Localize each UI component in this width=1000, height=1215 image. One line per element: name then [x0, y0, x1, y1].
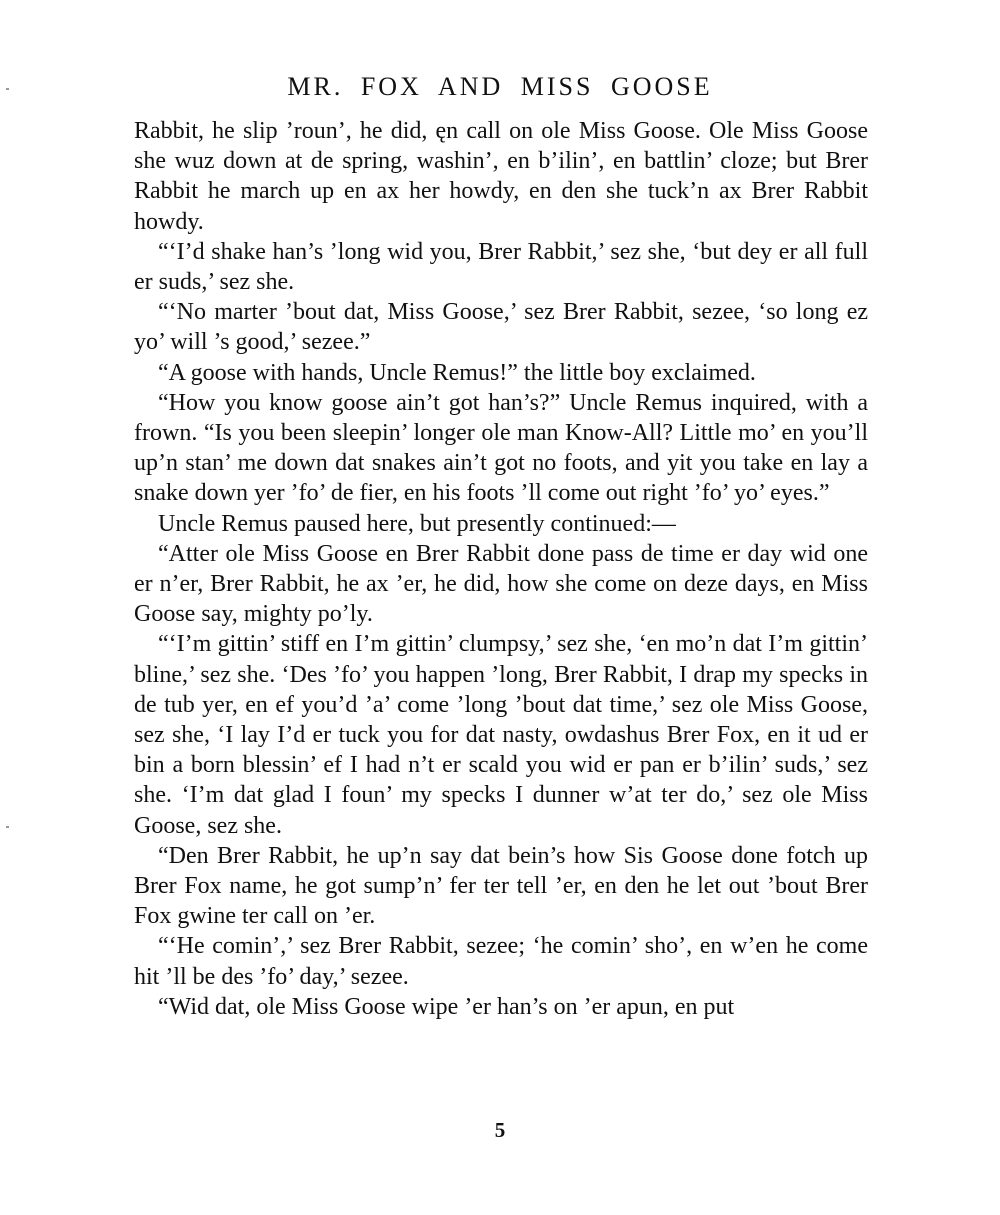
paragraph: “‘He comin’,’ sez Brer Rabbit, sezee; ‘he comin’ sho’, en w’en he come hit ’ll be des ’fo’ day,’ sezee. [134, 933, 868, 990]
paragraph: Uncle Remus paused here, but presently continued:— [158, 510, 676, 537]
paragraph: “‘I’m gittin’ stiff en I’m gittin’ clumpsy,’ sez she, ‘en mo’n dat I’m gittin’ bline,’ sez she. ‘Des ’fo’ you happen ’long, Brer Rabbit, I drap my specks in de tub yer, en ef you’d ’a’ come ’long ’bout dat time,’ sez ole Miss Goose, sez she, ‘I lay I’d er tuck you for dat nasty, owdashus Brer Fox, en it ud er bin a born blessin’ ef I had n’t er scald you wid er pan er b’ilin’ suds,’ sez she. ‘I’m dat glad I foun’ my specks I dunner w’at ter do,’ sez ole Miss Goose, sez she. [134, 631, 868, 839]
paragraph: “How you know goose ain’t got han’s?” Uncle Remus inquired, with a frown. “Is you been sleepin’ longer ole man Know-All? Little mo’ en you’ll up’n stan’ me down dat snakes ain’t got no foots, and yit you take en lay a snake down yer ’fo’ de fier, en his foots ’ll come out right ’fo’ yo’ eyes.” [134, 389, 868, 507]
paragraph: “A goose with hands, Uncle Remus!” the little boy exclaimed. [158, 359, 756, 386]
paragraph: “Den Brer Rabbit, he up’n say dat bein’s how Sis Goose done fotch up Brer Fox name, he got sump’n’ fer ter tell ’er, en den he let out ’bout Brer Fox gwine ter call on ’er. [134, 842, 868, 930]
paragraph-continued: Rabbit, he slip ’roun’, he did, ęn call on ole Miss Goose. Ole Miss Goose she wuz down at de spring, washin’, en b’ilin’, en battlin’ cloze; but Brer Rabbit he march up en ax her howdy, en den she tuck’n ax Brer Rabbit howdy. [134, 118, 868, 235]
paragraph: “‘I’d shake han’s ’long wid you, Brer Rabbit,’ sez she, ‘but dey er all full er suds,’ sez she. [134, 238, 868, 296]
scan-edge-mark [6, 88, 9, 90]
page-number: 5 [494, 1118, 506, 1142]
running-head-title: MR. FOX AND MISS GOOSE [287, 72, 713, 101]
body-text [134, 116, 868, 1022]
scan-edge-mark [6, 826, 9, 828]
paragraph: “‘No marter ’bout dat, Miss Goose,’ sez Brer Rabbit, sezee, ‘so long ez yo’ will ’s good,’ sezee.” [134, 299, 868, 356]
paragraph: “Atter ole Miss Goose en Brer Rabbit done pass de time er day wid one er n’er, Brer Rabbit, he ax ’er, he did, how she come on deze days, en Miss Goose say, mighty po’ly. [134, 540, 868, 628]
paragraph: “Wid dat, ole Miss Goose wipe ’er han’s on ’er apun, en put [158, 993, 735, 1020]
